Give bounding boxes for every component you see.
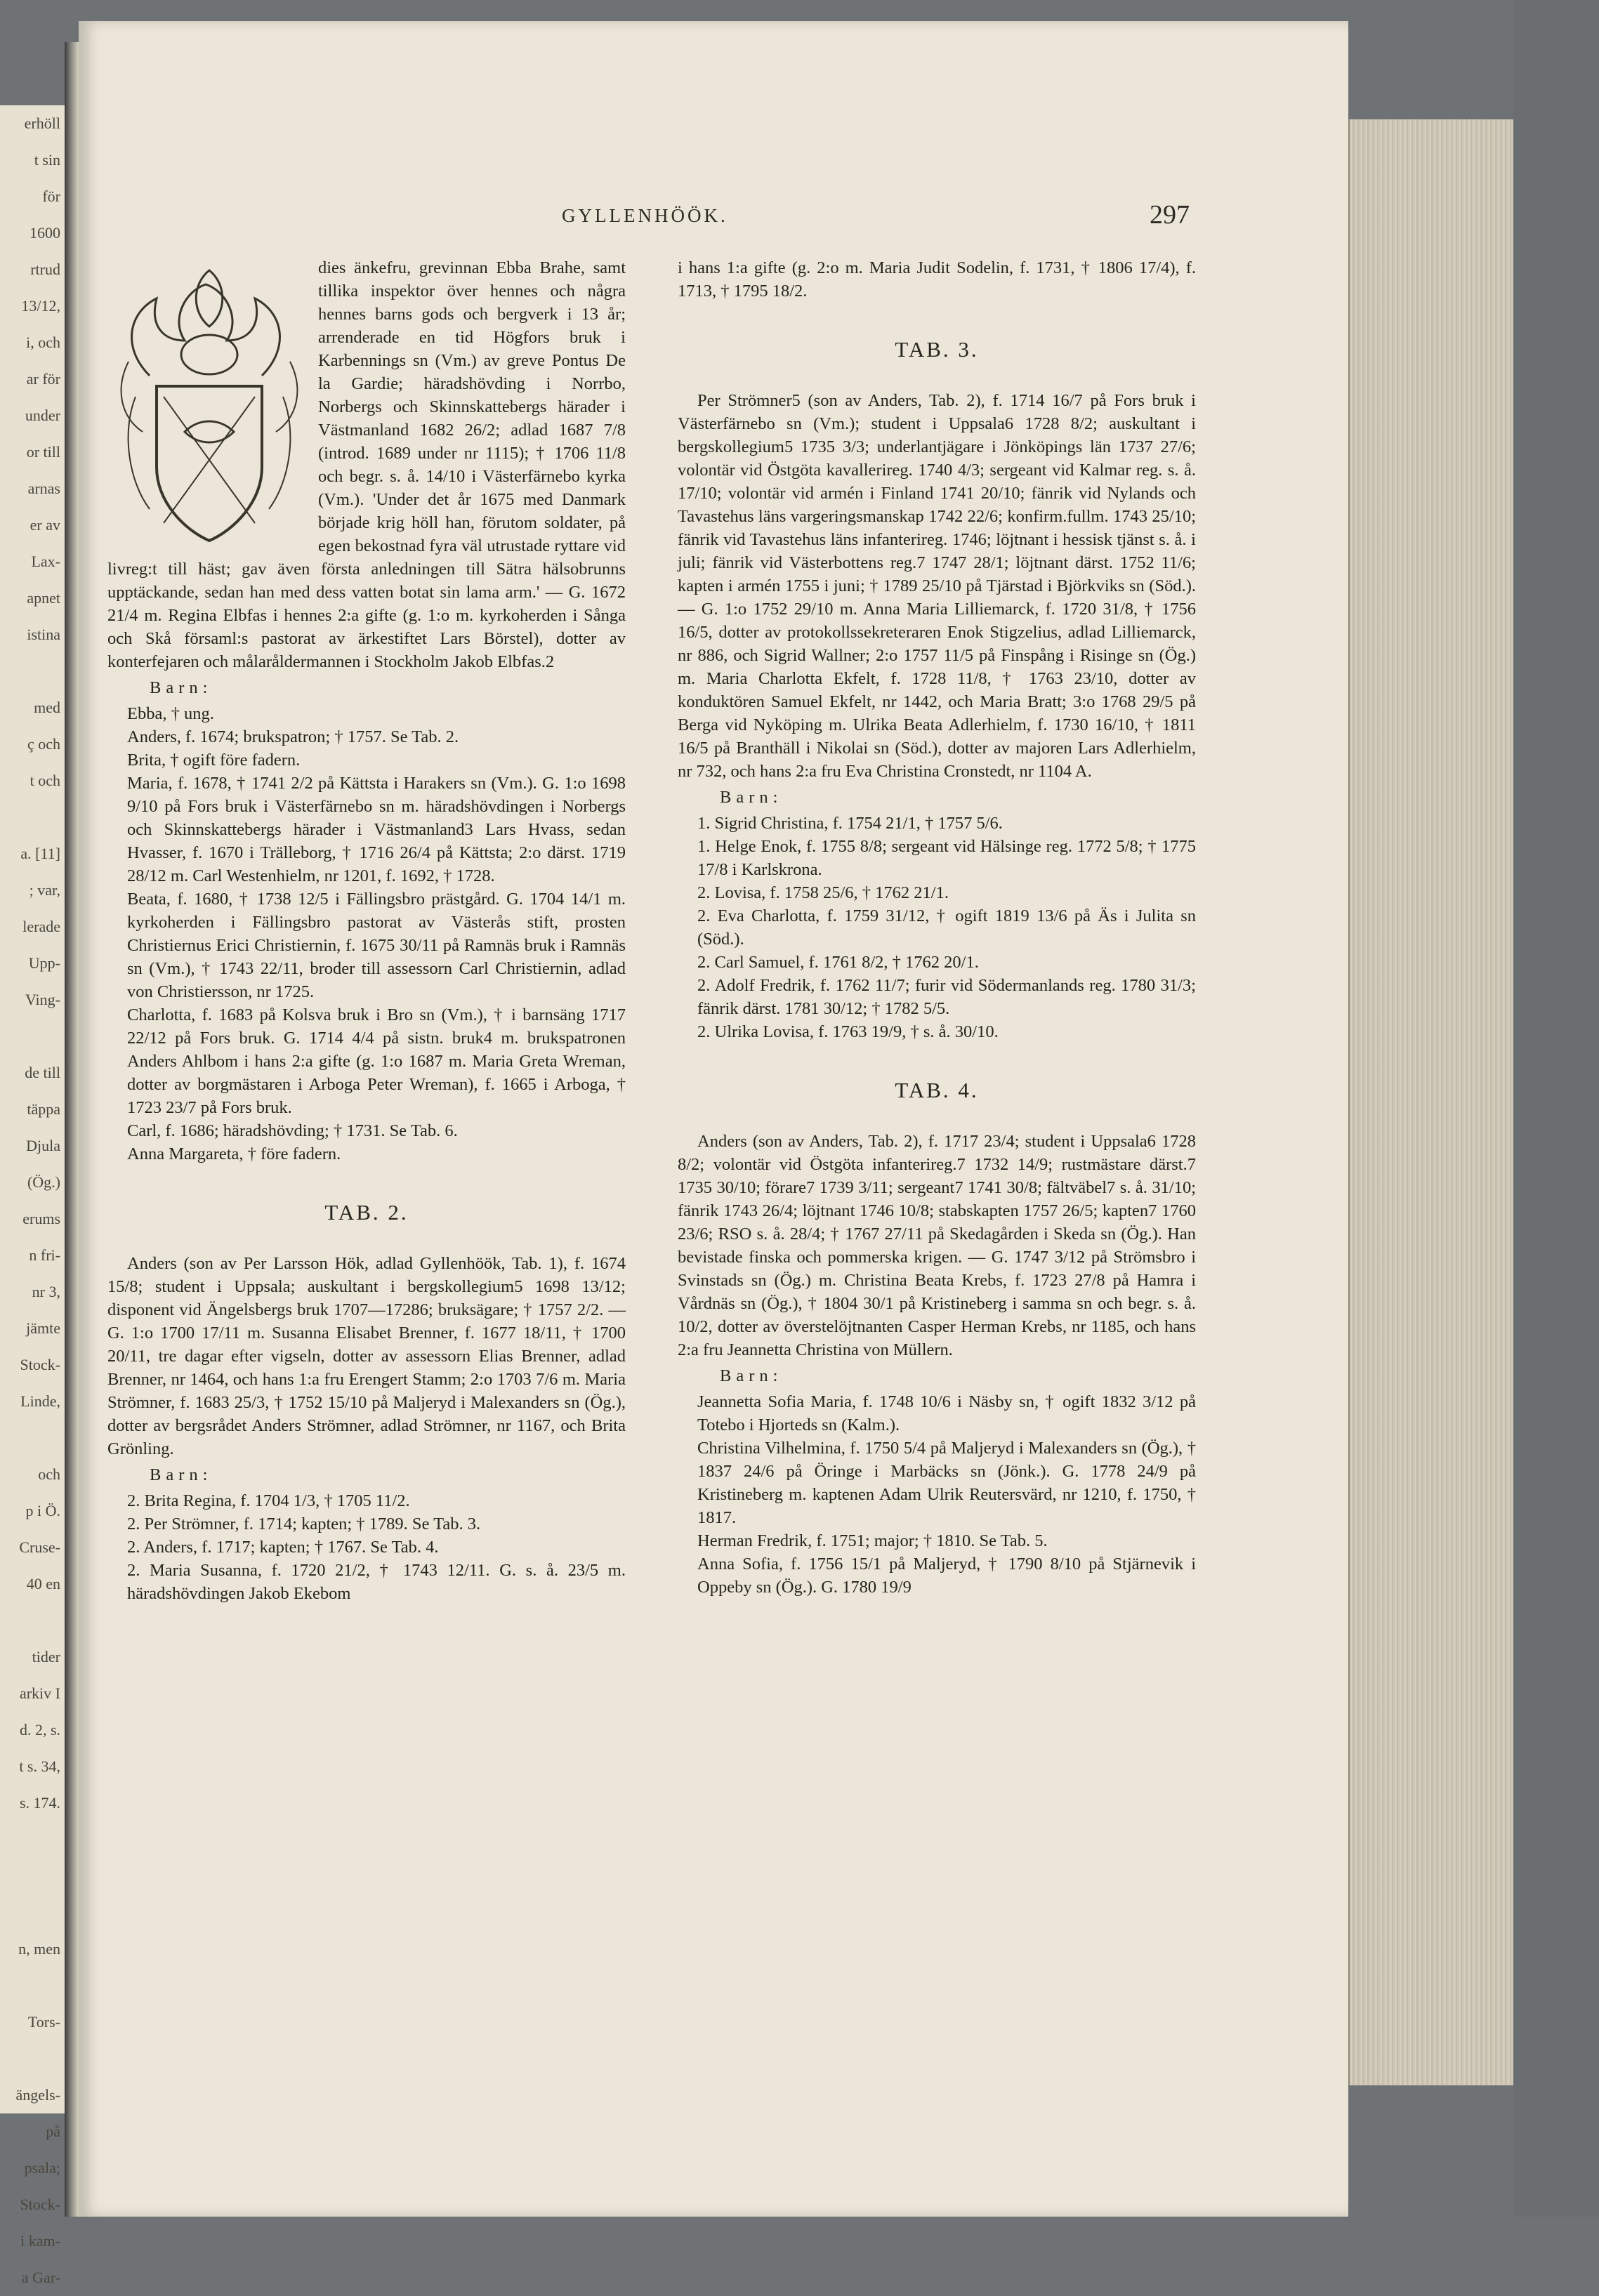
previous-page-fragment: Stock- — [20, 1356, 60, 1373]
previous-page-fragment — [0, 1967, 65, 2004]
child-entry: Herman Fredrik, f. 1751; major; † 1810. Se Tab. 5. — [697, 1531, 1048, 1550]
child-entry: 2. Eva Charlotta, f. 1759 31/12, † ogift 1819 13/6 på Äs i Julita sn (Söd.). — [697, 906, 1196, 949]
child-entry: Anders, f. 1674; brukspatron; † 1757. Se Tab. 2. — [127, 727, 459, 746]
child-entry: Ebba, † ung. — [127, 704, 214, 723]
previous-page-fragment: t och — [29, 772, 60, 789]
running-head: GYLLENHÖÖK. — [562, 205, 728, 226]
previous-page-fragment: Lax- — [31, 553, 60, 570]
left-column — [107, 256, 626, 1605]
tab-3-heading: TAB. 3. — [895, 337, 979, 362]
previous-page-fragment: (Ög.) — [27, 1173, 60, 1191]
previous-page-fragment — [0, 1821, 65, 1858]
previous-page-fragment: 1600 — [29, 224, 60, 242]
previous-page-fragment: under — [25, 407, 60, 424]
previous-page-fragment: apnet — [27, 589, 60, 607]
child-entry: Anna Margareta, † före fadern. — [127, 1144, 341, 1163]
previous-page-fragment — [0, 1420, 65, 1456]
previous-page-fragment: n fri- — [29, 1246, 60, 1264]
previous-page-fragment: lerade — [22, 918, 60, 935]
child-entry: 2. Carl Samuel, f. 1761 8/2, † 1762 20/1. — [697, 953, 979, 972]
child-entry: 2. Brita Regina, f. 1704 1/3, † 1705 11/2. — [127, 1491, 410, 1510]
previous-page-fragment — [0, 1018, 65, 1055]
children-label: Barn: — [150, 1465, 213, 1484]
previous-page-fragment: t sin — [34, 151, 60, 169]
previous-page-fragment: Linde, — [20, 1392, 60, 1410]
previous-page-fragment: n, men — [18, 1940, 60, 1958]
child-entry: Beata, f. 1680, † 1738 12/5 i Fällingsbro prästgård. G. 1704 14/1 m. kyrkoherden i Fällingsbro pastorat av Västerås stift, prosten Christiernus Erici Christiernin, f. 1675 30/11 på Ramnäs bruk i Ramnäs sn (Vm.), † 1743 22/11, broder till assessorn Carl Christiernin, adlad von Christiersson, nr 1725. — [127, 890, 626, 1001]
continuation-text: i hans 1:a gifte (g. 2:o m. Maria Judit Sodelin, f. 1731, † 1806 17/4), f. 1713, † 1795 18/2. — [678, 258, 1196, 301]
previous-page-fragment: er av — [29, 516, 60, 534]
child-entry: 2. Lovisa, f. 1758 25/6, † 1762 21/1. — [697, 883, 949, 902]
previous-page-fragment: jämte — [26, 1319, 60, 1337]
previous-page-fragment: täppa — [27, 1100, 60, 1118]
previous-page-fragment: och — [38, 1465, 60, 1483]
previous-page-fragment: p i Ö. — [25, 1502, 60, 1519]
background-right — [1513, 0, 1599, 2217]
previous-page-fragment: Cruse- — [19, 1538, 60, 1556]
previous-page-fragment: med — [34, 699, 60, 716]
tab-2-heading: TAB. 2. — [324, 1200, 409, 1225]
previous-page-fragment: Upp- — [28, 954, 60, 972]
previous-page-fragment: arnas — [27, 480, 60, 497]
previous-page-strip — [0, 105, 65, 2286]
page-number: 297 — [1150, 200, 1190, 230]
child-entry: Charlotta, f. 1683 på Kolsva bruk i Bro sn (Vm.), † i barnsäng 1717 22/12 på Fors bruk. G. 1714 4/4 på sistn. bruk4 m. brukspatronen Anders Ahlbom i hans 2:a gifte (g. 1:o 1687 m. Maria Greta Wreman, dotter av borgmästaren i Arboga Peter Wreman), f. 1665 i Arboga, † 1723 23/7 på Fors bruk. — [127, 1005, 626, 1117]
previous-page-fragment — [0, 799, 65, 836]
tab-3-entry: Per Strömner5 (son av Anders, Tab. 2), f. 1714 16/7 på Fors bruk i Västerfärnebo sn (Vm.); student i Uppsala6 1728 8/2; auskultant i bergskollegium5 1735 3/3; underlantjägare i Jönköpings län 1737 27/6; volontär vid Östgöta kavallerireg. 1740 4/3; sergeant vid Kalmar reg. s. å. 17/10; volontär vid armén i Finland 1741 20/10; fänrik vid Nylands och Tavastehus läns vargeringsmanskap 1742 22/6; konfirm.fullm. 1743 25/10; fänrik vid Tavastehus läns infanterireg. 1746; löjtnant i hessisk tjänst s. å. i juli; fänrik vid Västerbottens reg.7 1747 28/1; löjtnant därst. 1752 11/6; kapten i armén 1755 i juni; † 1789 25/10 på Tjärstad i Björkviks sn (Söd.). — G. 1:o 1752 29/10 m. Anna Maria Lilliemarck, f. 1720 31/8, † 1756 16/5, dotter av protokollssekreteraren Enok Stigzelius, adlad Lilliemarck, nr 886, och Sigrid Wallner; 2:o 1757 11/5 på Finspång i Risinge sn (Ög.) m. Maria Charlotta Ekfelt, f. 1728 11/8, † 1763 23/10, dotter av konduktören Samuel Ekfelt, nr 1442, och Maria Bratt; 3:o 1768 29/5 på Berga vid Nyköping m. Ulrika Beata Adlerhielm, f. 1730 16/10, † 1811 16/5 på Branthäll i Nikolai sn (Söd.), dotter av majoren Lars Adlerhielm, nr 732, och hans 2:a fru Eva Christina Cronstedt, nr 1104 A. — [678, 391, 1196, 781]
previous-page-fragment: Tors- — [27, 2013, 60, 2031]
page-edges — [1348, 119, 1515, 2085]
previous-page-fragment: ç och — [27, 735, 60, 753]
child-entry: Maria, f. 1678, † 1741 2/2 på Kättsta i Harakers sn (Vm.). G. 1:o 1698 9/10 på Fors bruk i Västerfärnebo sn m. häradshövdingen i Norbergs och Skinnskattebergs härader i Västmanland3 Lars Hvass, sedan Hvasser, f. 1670 i Trälleborg, † 1716 26/4 på Kättsta; 2:o därst. 1719 28/12 m. Carl Westenhielm, nr 1201, f. 1692, † 1728. — [127, 774, 626, 885]
previous-page-fragment: erums — [22, 1210, 60, 1227]
previous-page-fragment: Djula — [26, 1137, 60, 1154]
previous-page-fragment: psala; — [24, 2159, 60, 2177]
previous-page-fragment: ängels- — [15, 2086, 60, 2104]
previous-page-fragment: s. 174. — [19, 1794, 60, 1812]
child-entry: Brita, † ogift före fadern. — [127, 751, 301, 770]
child-entry: 2. Adolf Fredrik, f. 1762 11/7; furir vid Södermanlands reg. 1780 31/3; fänrik därst. 1781 30/12; † 1782 5/5. — [697, 976, 1196, 1018]
previous-page-fragment: Ving- — [25, 991, 60, 1008]
intro-text: dies änkefru, grevinnan Ebba Brahe, samt tillika inspektor över hennes och några hennes barns gods och bergverk i 13 år; arrenderade en tid Högfors bruk i Karbennings sn (Vm.) av greve Pontus De la Gardie; häradshövding i Norrbo, Norbergs och Skinnskattebergs härader i Västmanland 1682 26/2; adlad 1687 7/8 (introd. 1689 under nr 1115); † 1706 11/8 och begr. s. å. 14/10 i Västerfärnebo kyrka (Vm.). 'Under det år 1675 med Danmark började krig höll han, förutom soldater, på egen bekostnad fyra väl utrustade ryttare vid livreg:t till häst; gav även första anledningen till Sätra hälsobrunns upptäckande, sedan han med dess vatten botat sin lama arm.' — G. 1672 21/4 m. Regina Elbfas i hennes 2:a gifte (g. 1:o m. kyrkoherden i Sånga och Skå församl:s pastorat av ärkestiftet Lars Börstel), dotter av konterfejaren och målaråldermannen i Stockholm Jakob Elbfas.2 — [107, 258, 626, 671]
children-label: Barn: — [150, 678, 213, 697]
previous-page-fragment: 13/12, — [21, 297, 60, 315]
right-column — [678, 256, 1196, 1599]
child-entry: 2. Ulrika Lovisa, f. 1763 19/9, † s. å. 30/10. — [697, 1022, 999, 1041]
children-label: Barn: — [720, 1366, 783, 1385]
previous-page-fragment: i kam- — [20, 2232, 60, 2250]
intro-block — [107, 256, 626, 673]
child-entry: 2. Maria Susanna, f. 1720 21/2, † 1743 12/11. G. s. å. 23/5 m. häradshövdingen Jakob Ekebom — [127, 1561, 626, 1603]
previous-page-fragment: d. 2, s. — [19, 1721, 60, 1739]
previous-page-fragment — [0, 1602, 65, 1639]
previous-page-fragment: nr 3, — [32, 1283, 60, 1300]
previous-page-fragment: arkiv I — [19, 1684, 60, 1702]
child-entry: 2. Per Strömner, f. 1714; kapten; † 1789. Se Tab. 3. — [127, 1515, 481, 1533]
book-gutter — [65, 42, 79, 2217]
previous-page-fragment: t s. 34, — [19, 1757, 60, 1775]
previous-page-fragment — [0, 2040, 65, 2077]
child-entry: Christina Vilhelmina, f. 1750 5/4 på Maljeryd i Malexanders sn (Ög.), † 1837 24/6 på Öringe i Marbäcks sn (Jönk.). G. 1778 24/9 på Kristineberg m. kaptenen Adam Ulrik Reutersvärd, nr 1210, f. 1750, † 1817. — [697, 1439, 1196, 1527]
child-entry: Jeannetta Sofia Maria, f. 1748 10/6 i Näsby sn, † ogift 1832 3/12 på Totebo i Hjorteds sn (Kalm.). — [697, 1392, 1196, 1434]
tab-4-heading: TAB. 4. — [895, 1078, 979, 1102]
previous-page-fragment: or till — [26, 443, 60, 461]
previous-page-fragment: i, och — [26, 334, 60, 351]
children-label: Barn: — [720, 788, 783, 807]
previous-page-fragment: a. [11] — [20, 845, 60, 862]
previous-page-fragment: på — [46, 2123, 60, 2140]
previous-page-fragment — [0, 653, 65, 690]
previous-page-fragment: a Gar- — [21, 2269, 60, 2286]
previous-page-fragment — [0, 1858, 65, 1894]
previous-page-fragment — [0, 1894, 65, 1931]
previous-page-fragment: ; var, — [29, 881, 60, 899]
previous-page-fragment: erhöll — [24, 114, 60, 132]
child-entry: 2. Anders, f. 1717; kapten; † 1767. Se Tab. 4. — [127, 1538, 439, 1557]
child-entry: Anna Sofia, f. 1756 15/1 på Maljeryd, † 1790 8/10 på Stjärnevik i Oppeby sn (Ög.). G. 1780 19/9 — [697, 1555, 1196, 1597]
previous-page-fragment: de till — [25, 1064, 60, 1081]
previous-page-fragment: 40 en — [26, 1575, 60, 1592]
tab-2-entry: Anders (son av Per Larsson Hök, adlad Gyllenhöök, Tab. 1), f. 1674 15/8; student i Uppsala; auskultant i bergskollegium5 1698 13/12; disponent vid Ängelsbergs bruk 1707—17286; bruksägare; † 1757 2/2. — G. 1:o 1700 17/11 m. Susanna Elisabet Brenner, f. 1677 18/11, † 1700 20/11, tre dagar efter vigseln, dotter av assessorn Elias Brenner, adlad Brenner, nr 1464, och hans 1:a fru Erengert Stamm; 2:o 1703 7/6 m. Maria Strömner, f. 1683 25/3, † 1752 15/10 på Maljeryd i Malexanders sn (Ög.), dotter av bergsrådet Anders Strömner, adlad Strömner, nr 1167, och Brita Grönling. — [107, 1254, 626, 1458]
previous-page-fragment: ar för — [26, 370, 60, 388]
previous-page-fragment: tider — [32, 1648, 60, 1665]
previous-page-fragment: istina — [27, 626, 60, 643]
child-entry: Carl, f. 1686; häradshövding; † 1731. Se Tab. 6. — [127, 1121, 458, 1140]
tab-4-entry: Anders (son av Anders, Tab. 2), f. 1717 23/4; student i Uppsala6 1728 8/2; volontär vid Östgöta infanterireg.7 1732 14/9; rustmästare därst.7 1735 30/10; förare7 1739 3/11; sergeant7 1741 30/8; fältväbel7 s. å. 31/10; fänrik 1743 26/4; löjtnant 1746 10/8; stabskapten 1757 26/5; kapten7 1760 23/6; RSO s. å. 28/4; † 1767 27/11 på Skedagården i Skeda sn (Ög.). Han bevistade finska och pommerska krigen. — G. 1747 3/12 på Strömsbro i Svinstads sn (Ög.) m. Christina Beata Krebs, f. 1723 27/8 på Hamra i Vårdnäs sn (Ög.), † 1804 30/1 på Kristineberg i samma sn och begr. s. å. 10/2, dotter av överstelöjtnanten Casper Herman Krebs, nr 1185, och hans 2:a fru Jeannetta Christina von Müllern. — [678, 1132, 1196, 1359]
child-entry: 1. Helge Enok, f. 1755 8/8; sergeant vid Hälsinge reg. 1772 5/8; † 1775 17/8 i Karlskrona. — [697, 837, 1196, 879]
previous-page-fragment: Stock- — [20, 2196, 60, 2213]
previous-page-fragment: för — [42, 187, 60, 205]
coat-of-arms-icon — [107, 256, 311, 551]
child-entry: 1. Sigrid Christina, f. 1754 21/1, † 1757 5/6. — [697, 814, 1003, 833]
previous-page-fragment: rtrud — [30, 260, 60, 278]
